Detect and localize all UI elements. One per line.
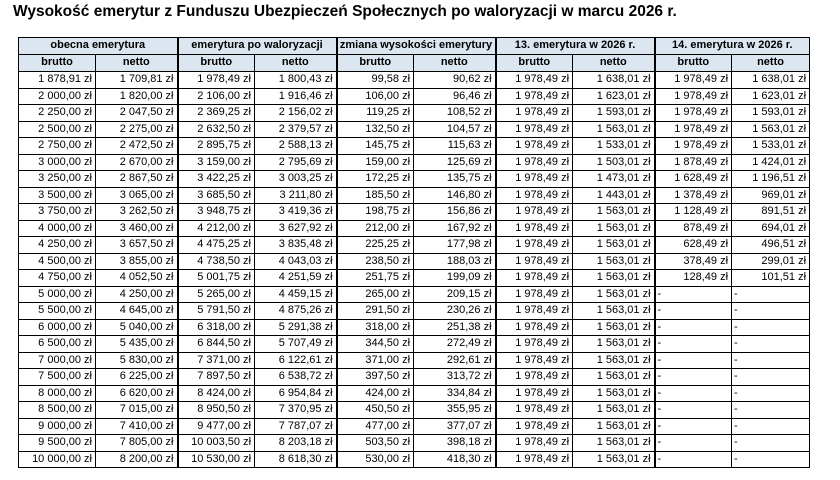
table-cell: 1 593,01 zł: [573, 105, 655, 122]
table-cell: 1 424,01 zł: [732, 154, 810, 171]
table-cell: 1 978,49 zł: [655, 88, 732, 105]
pension-table: [18, 37, 810, 468]
table-row: [19, 385, 810, 402]
table-cell: 292,61 zł: [414, 352, 496, 369]
table-cell: 6 954,84 zł: [255, 385, 337, 402]
table-cell: 334,84 zł: [414, 385, 496, 402]
table-cell: 1 978,49 zł: [496, 451, 573, 468]
table-cell: 1 563,01 zł: [573, 336, 655, 353]
table-cell: 99,58 zł: [337, 72, 414, 89]
table-cell: 185,50 zł: [337, 187, 414, 204]
table-cell: 3 419,36 zł: [255, 204, 337, 221]
table-cell: 1 563,01 zł: [573, 121, 655, 138]
table-cell: 4 459,15 zł: [255, 286, 337, 303]
table-cell: 1 563,01 zł: [573, 237, 655, 254]
table-cell: 108,52 zł: [414, 105, 496, 122]
table-cell: 4 645,00 zł: [96, 303, 178, 320]
table-cell: 2 250,00 zł: [19, 105, 96, 122]
table-cell: -: [655, 435, 732, 452]
table-cell: 128,49 zł: [655, 270, 732, 287]
table-row: [19, 171, 810, 188]
table-cell: 4 052,50 zł: [96, 270, 178, 287]
table-cell: 378,49 zł: [655, 253, 732, 270]
table-cell: 5 830,00 zł: [96, 352, 178, 369]
table-cell: 8 203,18 zł: [255, 435, 337, 452]
table-cell: 6 225,00 zł: [96, 369, 178, 386]
table-cell: 2 106,00 zł: [178, 88, 255, 105]
table-cell: 225,25 zł: [337, 237, 414, 254]
table-cell: 4 043,03 zł: [255, 253, 337, 270]
table-cell: 238,50 zł: [337, 253, 414, 270]
table-cell: 3 657,50 zł: [96, 237, 178, 254]
table-cell: 1 978,49 zł: [496, 352, 573, 369]
table-cell: 1 563,01 zł: [573, 253, 655, 270]
table-row: [19, 303, 810, 320]
table-row: [19, 319, 810, 336]
table-cell: 167,92 zł: [414, 220, 496, 237]
table-cell: -: [655, 336, 732, 353]
table-cell: 7 897,50 zł: [178, 369, 255, 386]
table-row: [19, 253, 810, 270]
table-cell: 7 000,00 zł: [19, 352, 96, 369]
table-cell: 1 978,49 zł: [496, 336, 573, 353]
table-cell: -: [655, 352, 732, 369]
table-cell: 1 443,01 zł: [573, 187, 655, 204]
table-cell: 1 563,01 zł: [732, 121, 810, 138]
table-cell: 3 003,25 zł: [255, 171, 337, 188]
table-cell: 3 250,00 zł: [19, 171, 96, 188]
table-row: [19, 138, 810, 155]
table-cell: 3 211,80 zł: [255, 187, 337, 204]
table-row: [19, 336, 810, 353]
table-cell: -: [655, 303, 732, 320]
table-cell: 2 895,75 zł: [178, 138, 255, 155]
table-cell: 2 156,02 zł: [255, 105, 337, 122]
table-cell: 6 844,50 zł: [178, 336, 255, 353]
table-cell: 3 460,00 zł: [96, 220, 178, 237]
table-cell: 1 563,01 zł: [573, 286, 655, 303]
table-row: [19, 435, 810, 452]
table-cell: 3 750,00 zł: [19, 204, 96, 221]
table-cell: -: [655, 319, 732, 336]
table-cell: 1 709,81 zł: [96, 72, 178, 89]
table-cell: -: [732, 435, 810, 452]
table-cell: 1 638,01 zł: [573, 72, 655, 89]
column-header-netto: netto: [732, 55, 810, 72]
table-cell: 188,03 zł: [414, 253, 496, 270]
table-cell: 397,50 zł: [337, 369, 414, 386]
table-body: [19, 72, 810, 468]
table-cell: 1 196,51 zł: [732, 171, 810, 188]
table-cell: 115,63 zł: [414, 138, 496, 155]
table-cell: 177,98 zł: [414, 237, 496, 254]
table-cell: 6 122,61 zł: [255, 352, 337, 369]
group-header: obecna emerytura: [19, 38, 178, 55]
table-cell: 2 670,00 zł: [96, 154, 178, 171]
table-cell: -: [655, 451, 732, 468]
table-cell: 1 563,01 zł: [573, 418, 655, 435]
table-row: [19, 352, 810, 369]
table-cell: 2 472,50 zł: [96, 138, 178, 155]
table-cell: 212,00 zł: [337, 220, 414, 237]
table-cell: 230,26 zł: [414, 303, 496, 320]
table-cell: 90,62 zł: [414, 72, 496, 89]
table-cell: -: [732, 303, 810, 320]
table-cell: 1 978,49 zł: [496, 270, 573, 287]
table-cell: 5 291,38 zł: [255, 319, 337, 336]
table-cell: 7 787,07 zł: [255, 418, 337, 435]
column-header-netto: netto: [573, 55, 655, 72]
table-cell: 2 379,57 zł: [255, 121, 337, 138]
table-cell: 199,09 zł: [414, 270, 496, 287]
table-cell: 5 040,00 zł: [96, 319, 178, 336]
table-cell: 5 000,00 zł: [19, 286, 96, 303]
table-cell: 9 500,00 zł: [19, 435, 96, 452]
table-cell: 377,07 zł: [414, 418, 496, 435]
table-row: [19, 187, 810, 204]
table-cell: 106,00 zł: [337, 88, 414, 105]
group-header-row: [19, 38, 810, 55]
table-cell: 1 563,01 zł: [573, 402, 655, 419]
table-cell: -: [655, 369, 732, 386]
table-cell: 251,75 zł: [337, 270, 414, 287]
table-cell: 1 593,01 zł: [732, 105, 810, 122]
table-cell: 1 563,01 zł: [573, 385, 655, 402]
table-cell: 1 978,49 zł: [496, 253, 573, 270]
column-header-brutto: brutto: [19, 55, 96, 72]
table-cell: 1 623,01 zł: [573, 88, 655, 105]
table-cell: -: [732, 385, 810, 402]
table-cell: 5 707,49 zł: [255, 336, 337, 353]
table-cell: 3 422,25 zł: [178, 171, 255, 188]
table-cell: -: [732, 319, 810, 336]
table-row: [19, 418, 810, 435]
table-cell: 291,50 zł: [337, 303, 414, 320]
table-cell: 3 262,50 zł: [96, 204, 178, 221]
table-cell: 9 000,00 zł: [19, 418, 96, 435]
table-cell: 1 563,01 zł: [573, 319, 655, 336]
table-cell: 4 250,00 zł: [19, 237, 96, 254]
table-cell: 1 978,49 zł: [496, 121, 573, 138]
column-header-netto: netto: [414, 55, 496, 72]
table-cell: 251,38 zł: [414, 319, 496, 336]
table-cell: 628,49 zł: [655, 237, 732, 254]
table-cell: 101,51 zł: [732, 270, 810, 287]
table-cell: -: [732, 352, 810, 369]
table-cell: 1 978,49 zł: [496, 220, 573, 237]
table-cell: 4 251,59 zł: [255, 270, 337, 287]
column-header-brutto: brutto: [496, 55, 573, 72]
table-cell: 145,75 zł: [337, 138, 414, 155]
table-cell: 10 530,00 zł: [178, 451, 255, 468]
table-row: [19, 204, 810, 221]
table-cell: 1 978,49 zł: [496, 402, 573, 419]
table-row: [19, 154, 810, 171]
table-cell: 1 878,49 zł: [655, 154, 732, 171]
table-row: [19, 369, 810, 386]
table-cell: 132,50 zł: [337, 121, 414, 138]
table-row: [19, 402, 810, 419]
table-row: [19, 220, 810, 237]
table-cell: 4 000,00 zł: [19, 220, 96, 237]
table-cell: 7 410,00 zł: [96, 418, 178, 435]
table-cell: 8 424,00 zł: [178, 385, 255, 402]
table-cell: 355,95 zł: [414, 402, 496, 419]
column-header-brutto: brutto: [337, 55, 414, 72]
table-cell: 3 065,00 zł: [96, 187, 178, 204]
table-cell: 7 015,00 zł: [96, 402, 178, 419]
table-cell: 1 978,49 zł: [496, 171, 573, 188]
table-cell: 272,49 zł: [414, 336, 496, 353]
table-cell: 1 820,00 zł: [96, 88, 178, 105]
table-cell: 1 533,01 zł: [573, 138, 655, 155]
table-row: [19, 88, 810, 105]
table-cell: 1 978,49 zł: [496, 72, 573, 89]
table-row: [19, 121, 810, 138]
table-cell: 1 473,01 zł: [573, 171, 655, 188]
table-cell: 450,50 zł: [337, 402, 414, 419]
table-cell: -: [732, 369, 810, 386]
table-cell: 313,72 zł: [414, 369, 496, 386]
table-cell: 496,51 zł: [732, 237, 810, 254]
table-cell: 1 978,49 zł: [496, 187, 573, 204]
table-cell: 125,69 zł: [414, 154, 496, 171]
table-cell: 172,25 zł: [337, 171, 414, 188]
table-cell: 318,00 zł: [337, 319, 414, 336]
table-cell: 8 000,00 zł: [19, 385, 96, 402]
table-cell: 1 978,49 zł: [496, 237, 573, 254]
table-cell: 1 128,49 zł: [655, 204, 732, 221]
table-cell: 1 878,91 zł: [19, 72, 96, 89]
table-row: [19, 286, 810, 303]
table-cell: 878,49 zł: [655, 220, 732, 237]
table-cell: 1 978,49 zł: [178, 72, 255, 89]
table-cell: 4 738,50 zł: [178, 253, 255, 270]
table-cell: 1 563,01 zł: [573, 220, 655, 237]
table-cell: 3 500,00 zł: [19, 187, 96, 204]
table-cell: 7 500,00 zł: [19, 369, 96, 386]
table-cell: 1 978,49 zł: [496, 286, 573, 303]
table-cell: 1 563,01 zł: [573, 303, 655, 320]
table-cell: 6 538,72 zł: [255, 369, 337, 386]
table-cell: -: [732, 451, 810, 468]
table-cell: 398,18 zł: [414, 435, 496, 452]
group-header: 13. emerytura w 2026 r.: [496, 38, 655, 55]
table-cell: -: [732, 336, 810, 353]
table-cell: 6 318,00 zł: [178, 319, 255, 336]
table-cell: 1 978,49 zł: [496, 154, 573, 171]
table-cell: 6 000,00 zł: [19, 319, 96, 336]
table-cell: 4 250,00 zł: [96, 286, 178, 303]
table-cell: 104,57 zł: [414, 121, 496, 138]
table-cell: 2 000,00 zł: [19, 88, 96, 105]
table-cell: 1 378,49 zł: [655, 187, 732, 204]
table-cell: -: [655, 402, 732, 419]
column-header-netto: netto: [96, 55, 178, 72]
table-cell: 418,30 zł: [414, 451, 496, 468]
table-cell: 10 003,50 zł: [178, 435, 255, 452]
table-cell: 1 978,49 zł: [655, 72, 732, 89]
table-cell: 503,50 zł: [337, 435, 414, 452]
table-cell: 3 159,00 zł: [178, 154, 255, 171]
table-row: [19, 451, 810, 468]
table-cell: 3 835,48 zł: [255, 237, 337, 254]
table-cell: 3 685,50 zł: [178, 187, 255, 204]
table-cell: 5 500,00 zł: [19, 303, 96, 320]
group-header: 14. emerytura w 2026 r.: [655, 38, 810, 55]
table-cell: 1 503,01 zł: [573, 154, 655, 171]
table-cell: 1 978,49 zł: [496, 105, 573, 122]
table-cell: 1 800,43 zł: [255, 72, 337, 89]
table-cell: 2 369,25 zł: [178, 105, 255, 122]
table-cell: 1 563,01 zł: [573, 204, 655, 221]
table-cell: 1 978,49 zł: [496, 319, 573, 336]
column-header-netto: netto: [255, 55, 337, 72]
table-cell: 1 978,49 zł: [496, 369, 573, 386]
table-cell: 198,75 zł: [337, 204, 414, 221]
table-cell: 1 978,49 zł: [496, 385, 573, 402]
table-cell: 477,00 zł: [337, 418, 414, 435]
table-cell: 3 948,75 zł: [178, 204, 255, 221]
table-cell: 1 978,49 zł: [496, 435, 573, 452]
table-cell: 6 500,00 zł: [19, 336, 96, 353]
table-cell: 4 500,00 zł: [19, 253, 96, 270]
table-cell: 5 265,00 zł: [178, 286, 255, 303]
table-cell: 344,50 zł: [337, 336, 414, 353]
subheader-row: [19, 55, 810, 72]
table-cell: -: [732, 418, 810, 435]
table-cell: 1 978,49 zł: [655, 121, 732, 138]
table-cell: 119,25 zł: [337, 105, 414, 122]
table-cell: 2 500,00 zł: [19, 121, 96, 138]
table-row: [19, 105, 810, 122]
table-cell: 1 623,01 zł: [732, 88, 810, 105]
table-cell: 5 435,00 zł: [96, 336, 178, 353]
column-header-brutto: brutto: [178, 55, 255, 72]
table-cell: -: [655, 385, 732, 402]
table-cell: 1 978,49 zł: [496, 138, 573, 155]
table-cell: 6 620,00 zł: [96, 385, 178, 402]
table-cell: 969,01 zł: [732, 187, 810, 204]
table-cell: 1 978,49 zł: [496, 88, 573, 105]
table-cell: 2 750,00 zł: [19, 138, 96, 155]
table-cell: 135,75 zł: [414, 171, 496, 188]
table-cell: 4 212,00 zł: [178, 220, 255, 237]
table-cell: 156,86 zł: [414, 204, 496, 221]
table-cell: 7 370,95 zł: [255, 402, 337, 419]
group-header: zmiana wysokości emerytury: [337, 38, 496, 55]
table-cell: -: [732, 402, 810, 419]
table-cell: 3 627,92 zł: [255, 220, 337, 237]
table-cell: 1 638,01 zł: [732, 72, 810, 89]
table-cell: 4 750,00 zł: [19, 270, 96, 287]
table-cell: 424,00 zł: [337, 385, 414, 402]
table-cell: 7 371,00 zł: [178, 352, 255, 369]
table-cell: 8 618,30 zł: [255, 451, 337, 468]
table-cell: 2 275,00 zł: [96, 121, 178, 138]
table-cell: 146,80 zł: [414, 187, 496, 204]
table-cell: 8 200,00 zł: [96, 451, 178, 468]
table-cell: 1 978,49 zł: [655, 138, 732, 155]
table-cell: 1 628,49 zł: [655, 171, 732, 188]
table-cell: 1 563,01 zł: [573, 270, 655, 287]
table-cell: 10 000,00 zł: [19, 451, 96, 468]
table-cell: 5 001,75 zł: [178, 270, 255, 287]
table-cell: 1 533,01 zł: [732, 138, 810, 155]
table-row: [19, 237, 810, 254]
table-cell: 9 477,00 zł: [178, 418, 255, 435]
table-row: [19, 72, 810, 89]
table-cell: 159,00 zł: [337, 154, 414, 171]
table-cell: 2 632,50 zł: [178, 121, 255, 138]
page-title: Wysokość emerytur z Funduszu Ubezpieczeń Społecznych po waloryzacji w marcu 2026 r.: [13, 3, 677, 20]
column-header-brutto: brutto: [655, 55, 732, 72]
table-cell: 3 855,00 zł: [96, 253, 178, 270]
table-cell: 1 563,01 zł: [573, 352, 655, 369]
table-cell: 4 875,26 zł: [255, 303, 337, 320]
table-cell: 1 978,49 zł: [496, 303, 573, 320]
table-cell: 209,15 zł: [414, 286, 496, 303]
table-cell: 1 563,01 zł: [573, 369, 655, 386]
table-cell: 1 978,49 zł: [496, 204, 573, 221]
table-cell: -: [655, 286, 732, 303]
table-cell: 1 978,49 zł: [496, 418, 573, 435]
table-cell: -: [655, 418, 732, 435]
table-cell: 265,00 zł: [337, 286, 414, 303]
table-cell: 2 047,50 zł: [96, 105, 178, 122]
table-cell: 371,00 zł: [337, 352, 414, 369]
table-cell: 4 475,25 zł: [178, 237, 255, 254]
table-cell: 891,51 zł: [732, 204, 810, 221]
table-row: [19, 270, 810, 287]
table-cell: 96,46 zł: [414, 88, 496, 105]
table-cell: 694,01 zł: [732, 220, 810, 237]
table-cell: 299,01 zł: [732, 253, 810, 270]
table-cell: 7 805,00 zł: [96, 435, 178, 452]
table-cell: -: [732, 286, 810, 303]
table-cell: 8 950,50 zł: [178, 402, 255, 419]
table-cell: 2 867,50 zł: [96, 171, 178, 188]
table-cell: 1 563,01 zł: [573, 451, 655, 468]
group-header: emerytura po waloryzacji: [178, 38, 337, 55]
table-cell: 1 563,01 zł: [573, 435, 655, 452]
table-cell: 2 795,69 zł: [255, 154, 337, 171]
table-cell: 8 500,00 zł: [19, 402, 96, 419]
table-cell: 530,00 zł: [337, 451, 414, 468]
table-cell: 5 791,50 zł: [178, 303, 255, 320]
table-cell: 2 588,13 zł: [255, 138, 337, 155]
table-cell: 1 978,49 zł: [655, 105, 732, 122]
table-cell: 3 000,00 zł: [19, 154, 96, 171]
table-cell: 1 916,46 zł: [255, 88, 337, 105]
